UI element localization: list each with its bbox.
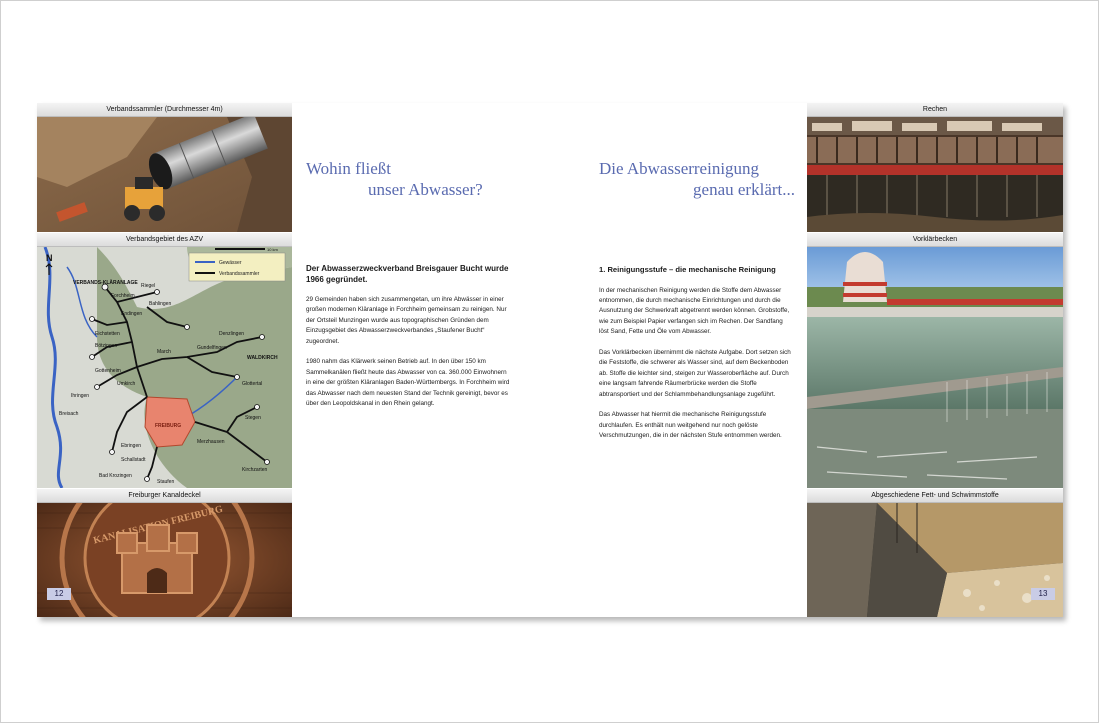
map-label-umkirch: Umkirch [117, 381, 136, 387]
page-number-right: 13 [1031, 588, 1055, 600]
north-arrow-icon: N [46, 253, 53, 263]
photo-grease-scum [807, 503, 1063, 617]
photo-screen-rake [807, 117, 1063, 232]
map-label-glottertal: Glottertal [242, 381, 263, 387]
screen-rake-illustration [807, 117, 1063, 232]
grease-illustration [807, 503, 1063, 617]
caption-screen: Rechen [807, 103, 1063, 117]
right-body-text [599, 265, 794, 452]
photo-primary-clarifier [807, 247, 1063, 488]
brochure-spread [37, 103, 1063, 617]
left-paragraph-1: 29 Gemeinden haben sich zusammengetan, um ihre Abwässer in einer großen modernen Kläranlage in Forchheim gemeinsam zu reinigen. Nur der Ortsteil Munzingen wurde aus topographischen Gründen dem Einzugsgebiet des Abwasserzweckverbandes „Staufener Bucht“ zugeordnet. [306, 296, 507, 345]
map-label-endingen: Endingen [121, 311, 143, 317]
caption-manhole: Freiburger Kanaldeckel [37, 489, 292, 503]
caption-map: Verbandsgebiet des AZV [37, 233, 292, 247]
map-label-schallstadt: Schallstadt [121, 457, 146, 463]
map-label-denzlingen: Denzlingen [219, 331, 245, 337]
map-label-stegen: Stegen [245, 415, 261, 421]
left-subhead: Der Abwasserzweckverband Breisgauer Bucht wurde 1966 gegründet. [306, 264, 509, 284]
right-photo-column [807, 103, 1063, 617]
map-label-staufen: Staufen [157, 479, 175, 485]
caption-primary-clarifier: Vorklärbecken [807, 233, 1063, 247]
map-label-plant: VERBANDS-KLÄRANLAGE [73, 280, 138, 286]
map-label-bad-krozingen: Bad Krozingen [99, 473, 132, 479]
right-heading [599, 158, 795, 200]
map-legend-water: Gewässer [219, 260, 242, 266]
map-label-breisach: Breisach [59, 411, 79, 417]
left-heading-line-2: unser Abwasser? [368, 180, 483, 199]
map-label-forchheim: Forchheim [111, 293, 135, 299]
right-paragraph-3: Das Abwasser hat hiermit die mechanische Reinigungsstufe durchlaufen. Es enthält nun weitgehend nur noch gelöste Verschmutzungen, die in der nächsten Stufe entnommen werden. [599, 411, 782, 440]
map-scale-label: 10 km [267, 247, 278, 252]
sewer-pipe-illustration [37, 117, 292, 232]
map-label-eichstetten: Eichstetten [95, 331, 120, 337]
caption-sewer-pipe: Verbandssammler (Durchmesser 4m) [37, 103, 292, 117]
map-label-freiburg: FREIBURG [155, 423, 182, 429]
map-label-march: March [157, 349, 171, 355]
map-label-merzhausen: Merzhausen [197, 439, 225, 445]
map-label-bahlingen: Bahlingen [149, 301, 172, 307]
left-photo-column [37, 103, 292, 617]
map-label-kirchzarten: Kirchzarten [242, 467, 268, 473]
manhole-illustration [37, 503, 292, 617]
map-label-ihringen: Ihringen [71, 393, 90, 399]
left-body-text [306, 264, 511, 420]
association-map [37, 247, 292, 488]
left-heading [306, 158, 506, 200]
right-paragraph-2: Das Vorklärbecken übernimmt die nächste Aufgabe. Dort setzen sich die Feststoffe, die schwerer als Wasser sind, auf dem Beckenboden ab. Stoffe die leichter sind, steigen zur Wasseroberfläche auf. Durch eine langsam fahrende Räumerbrücke werden die Stoffe abtransportiert und der Schlammbehandlungsanlage zugeführt. [599, 348, 791, 398]
map-legend-sewer: Verbandssammler [219, 271, 260, 277]
right-subhead: 1. Reinigungsstufe – die mechanische Reinigung [599, 265, 776, 274]
map-association-area [37, 247, 292, 488]
caption-grease: Abgeschiedene Fett- und Schwimmstoffe [807, 489, 1063, 503]
map-label-gundelfingen: Gundelfingen [197, 345, 227, 351]
map-label-ebringen: Ebringen [121, 443, 142, 449]
map-label-riegel: Riegel [141, 283, 156, 289]
right-paragraph-1: In der mechanischen Reinigung werden die Stoffe dem Abwasser entnommen, die durch mechanische Einrichtungen und durch die Ausnutzung der Schwerkraft abgetrennt werden können. Grobstoffe, wie zum Beispiel Papier verfangen sich im Rechen. Der Sandfang löst Sand, Fette und Öle vom Abwasser. [599, 286, 790, 336]
map-label-gottenheim: Gottenheim [95, 368, 121, 374]
clarifier-illustration [807, 247, 1063, 488]
map-label-waldkirch: WALDKIRCH [247, 355, 278, 361]
left-heading-line-1: Wohin fließt [306, 159, 392, 178]
photo-sewer-pipe [37, 117, 292, 232]
page-number-left: 12 [47, 588, 71, 600]
right-heading-line-2: genau erklärt... [693, 180, 795, 199]
photo-manhole-cover [37, 503, 292, 617]
right-heading-line-1: Die Abwasserreinigung [599, 159, 760, 178]
map-label-boetzingen: Bötzingen [95, 343, 118, 349]
left-paragraph-2: 1980 nahm das Klärwerk seinen Betrieb auf. In den über 150 km Sammelkanälen fließt heute das Abwasser von ca. 360.000 Einwohnern in eine der größten Kläranlagen Baden-Württembergs. In Forchheim wird das Abwasser nach dem neuesten Stand der Technik gereinigt, bevor es über den Leopoldskanal in den Rhein gelangt. [306, 358, 510, 408]
manhole-inscription: KANALISATION FREIBURG [92, 503, 224, 547]
